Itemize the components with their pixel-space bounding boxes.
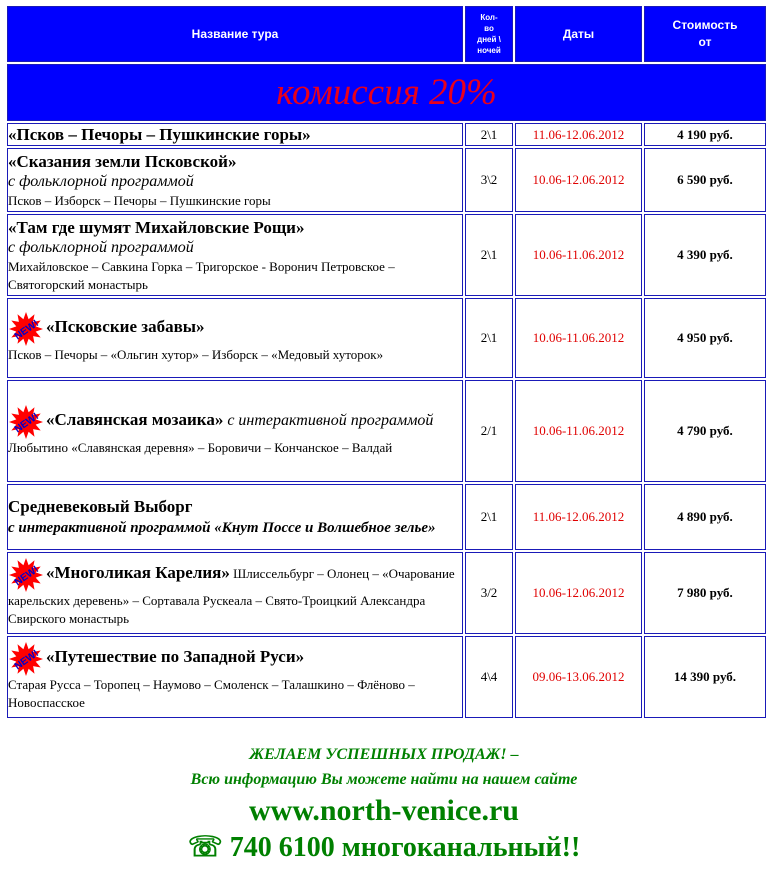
phone-number: 740 6100 многоканальный!!	[229, 832, 581, 863]
tour-route: Псков – Изборск – Печоры – Пушкинские горы	[8, 192, 271, 208]
tour-name-cell	[7, 148, 463, 212]
tour-route: Шлиссельбург – Олонец – «Очарование карельских деревень» – Сортавала Рускеала – Свято-Троицкий Александра Свирского монастырь	[8, 565, 455, 626]
header-name: Название тура	[7, 6, 463, 62]
tour-price: 14 390 руб.	[644, 636, 766, 718]
tour-route: Михайловское – Савкина Горка – Тригорское - Воронич Петровское – Святогорский монастырь	[8, 258, 395, 292]
header-price-line: Стоимость	[672, 18, 738, 32]
tour-heading	[8, 124, 462, 145]
tour-row	[7, 123, 766, 146]
tour-title: «Псковские забавы»	[46, 316, 205, 336]
tour-heading	[8, 642, 462, 676]
footer-slogan: ЖЕЛАЕМ УСПЕШНЫХ ПРОДАЖ! –	[249, 746, 519, 763]
tour-title: Средневековый Выборг	[8, 496, 193, 516]
tour-dates: 11.06-12.06.2012	[515, 123, 642, 146]
tour-name-cell	[7, 214, 463, 296]
new-badge-text: NEW!	[12, 648, 41, 673]
tour-route: Старая Русса – Торопец – Наумово – Смоленск – Талашкино – Флёново – Новоспасское	[8, 677, 415, 710]
tour-heading	[8, 217, 462, 238]
tour-route: Псков – Печоры – «Ольгин хутор» – Изборск – «Медовый хуторок»	[8, 347, 384, 362]
tour-heading	[8, 558, 462, 628]
tour-row	[7, 484, 766, 550]
tour-name-cell	[7, 123, 463, 146]
footer-phone	[0, 830, 768, 866]
new-badge-icon	[8, 558, 44, 592]
tour-dates: 09.06-13.06.2012	[515, 636, 642, 718]
tour-row	[7, 552, 766, 634]
tour-heading	[8, 405, 462, 439]
tour-dates: 10.06-11.06.2012	[515, 380, 642, 482]
commission-row	[7, 64, 766, 121]
tour-price: 4 790 руб.	[644, 380, 766, 482]
tour-row	[7, 148, 766, 212]
header-days-line: ночей	[477, 46, 501, 55]
tour-days: 2\1	[465, 484, 513, 550]
tour-name-cell	[7, 636, 463, 718]
tour-row	[7, 214, 766, 296]
tour-heading	[8, 312, 462, 346]
tour-name-cell	[7, 484, 463, 550]
tour-title: «Сказания земли Псковской»	[8, 151, 237, 171]
header-row	[7, 6, 766, 62]
tour-price: 4 950 руб.	[644, 298, 766, 378]
new-badge-text: NEW!	[12, 564, 41, 589]
tour-program: с фольклорной программой	[8, 172, 194, 190]
phone-icon: ☏	[187, 832, 223, 863]
tour-dates: 10.06-12.06.2012	[515, 148, 642, 212]
new-badge-icon	[8, 405, 44, 439]
tour-row	[7, 380, 766, 482]
tour-name-cell	[7, 298, 463, 378]
tour-days: 4\4	[465, 636, 513, 718]
site-link[interactable]: www.north-venice.ru	[249, 794, 519, 827]
header-days-line: во	[484, 24, 494, 33]
header-price	[644, 6, 766, 62]
tour-name-cell	[7, 552, 463, 634]
tour-program: с фольклорной программой	[8, 238, 194, 256]
tour-price: 4 890 руб.	[644, 484, 766, 550]
tour-price: 4 390 руб.	[644, 214, 766, 296]
header-dates: Даты	[515, 6, 642, 62]
header-days-line: дней \	[477, 35, 501, 44]
tour-price: 6 590 руб.	[644, 148, 766, 212]
tour-dates: 10.06-11.06.2012	[515, 214, 642, 296]
tour-title: «Псков – Печоры – Пушкинские горы»	[8, 125, 311, 144]
header-days-line: Кол-	[480, 13, 498, 22]
header-price-line: от	[698, 35, 712, 49]
tour-route: Любытино «Славянская деревня» – Боровичи – Кончанское – Валдай	[8, 440, 393, 455]
tour-row	[7, 298, 766, 378]
tour-days: 3\2	[465, 148, 513, 212]
new-badge-icon	[8, 312, 44, 346]
new-badge-text: NEW!	[12, 411, 41, 436]
tour-title: «Славянская мозаика»	[46, 409, 224, 429]
tour-heading	[8, 151, 462, 172]
tour-days: 2\1	[465, 214, 513, 296]
tour-dates: 11.06-12.06.2012	[515, 484, 642, 550]
tour-program: с интерактивной программой «Кнут Поссе и Волшебное зелье»	[8, 519, 436, 536]
commission-text: комиссия 20%	[276, 72, 497, 113]
tour-program: с интерактивной программой	[223, 411, 434, 429]
tour-days: 2\1	[465, 123, 513, 146]
tour-row	[7, 636, 766, 718]
new-badge-icon	[8, 642, 44, 676]
tour-days: 2\1	[465, 298, 513, 378]
commission-banner	[7, 64, 766, 121]
tour-dates: 10.06-11.06.2012	[515, 298, 642, 378]
tours-table	[5, 4, 768, 720]
tour-heading	[8, 496, 462, 517]
tour-title: «Там где шумят Михайловские Рощи»	[8, 217, 305, 237]
footer	[0, 742, 768, 866]
tour-price: 4 190 руб.	[644, 123, 766, 146]
tour-price: 7 980 руб.	[644, 552, 766, 634]
tour-name-cell	[7, 380, 463, 482]
tour-dates: 10.06-12.06.2012	[515, 552, 642, 634]
new-badge-text: NEW!	[12, 318, 41, 343]
tour-days: 3/2	[465, 552, 513, 634]
tour-title: «Многоликая Карелия»	[46, 562, 230, 582]
footer-info: Всю информацию Вы можете найти на нашем сайте	[190, 771, 578, 788]
header-days	[465, 6, 513, 62]
tour-days: 2/1	[465, 380, 513, 482]
tour-title: «Путешествие по Западной Руси»	[46, 646, 305, 666]
